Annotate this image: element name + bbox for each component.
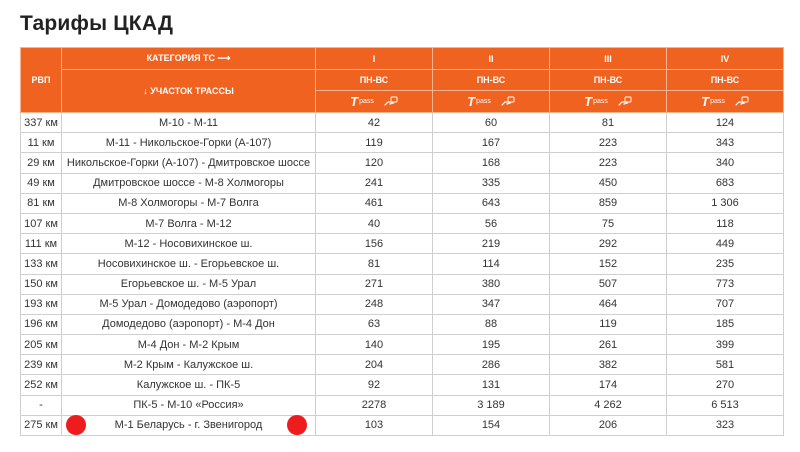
header-row-days xyxy=(21,70,784,91)
tariff-value-cell: 382 xyxy=(550,355,667,375)
tariff-value-cell: 124 xyxy=(667,113,784,133)
table-row xyxy=(21,153,784,173)
tariff-value-cell: 40 xyxy=(316,213,433,233)
page-title: Тарифы ЦКАД xyxy=(20,12,174,35)
tariff-value-cell: 92 xyxy=(316,375,433,395)
table-row xyxy=(21,234,784,254)
cash-payment-icon xyxy=(735,96,749,107)
segment-label: Носовихинское ш. - Егорьевское ш. xyxy=(97,257,280,270)
segment-label: М-8 Холмогоры - М-7 Волга xyxy=(118,197,259,210)
table-row xyxy=(21,355,784,375)
segment-cell xyxy=(62,193,316,213)
segment-cell xyxy=(62,355,316,375)
segment-cell xyxy=(62,274,316,294)
segment-label: М-1 Беларусь - г. Звенигород xyxy=(114,419,263,432)
tariff-value-cell: 343 xyxy=(667,133,784,153)
tariff-value-cell: 270 xyxy=(667,375,784,395)
segment-cell xyxy=(62,133,316,153)
tariff-value-cell: 271 xyxy=(316,274,433,294)
table-row xyxy=(21,375,784,395)
red-marker-dot xyxy=(66,415,86,435)
tariff-value-cell: 174 xyxy=(550,375,667,395)
header-row-categories xyxy=(21,48,784,70)
tariff-value-cell: 81 xyxy=(316,254,433,274)
tariff-value-cell: 88 xyxy=(433,314,550,334)
segment-label: Егорьевское ш. - М-5 Урал xyxy=(120,278,257,291)
tariff-table xyxy=(20,47,784,436)
tariff-value-cell: 286 xyxy=(433,355,550,375)
tariff-value-cell: 248 xyxy=(316,294,433,314)
tariff-value-cell: 206 xyxy=(550,415,667,435)
tariff-value-cell: 156 xyxy=(316,234,433,254)
rvp-km-cell: 193 км xyxy=(21,294,62,314)
tariff-value-cell: 464 xyxy=(550,294,667,314)
rvp-header: РВП xyxy=(21,48,62,113)
red-marker-dot xyxy=(287,415,307,435)
transponder-icon: T pass xyxy=(467,94,491,109)
table-row xyxy=(21,335,784,355)
tariff-value-cell: 241 xyxy=(316,173,433,193)
transponder-label: pass xyxy=(710,98,725,105)
tariff-value-cell: 185 xyxy=(667,314,784,334)
tariff-value-cell: 223 xyxy=(550,133,667,153)
tariff-value-cell: 223 xyxy=(550,153,667,173)
tariff-value-cell: 195 xyxy=(433,335,550,355)
tariff-value-cell: 152 xyxy=(550,254,667,274)
table-row xyxy=(21,254,784,274)
tariff-value-cell: 450 xyxy=(550,173,667,193)
category-header: КАТЕГОРИЯ ТС ⟶ xyxy=(62,48,316,70)
tariff-value-cell: 118 xyxy=(667,213,784,233)
tariff-value-cell: 235 xyxy=(667,254,784,274)
tariff-value-cell: 261 xyxy=(550,335,667,355)
rvp-km-cell: 337 км xyxy=(21,113,62,133)
table-row xyxy=(21,415,784,435)
segment-label: М-5 Урал - Домодедово (аэропорт) xyxy=(99,298,278,311)
table-row xyxy=(21,193,784,213)
rvp-km-cell: 49 км xyxy=(21,173,62,193)
segment-cell xyxy=(62,153,316,173)
tariff-value-cell: 131 xyxy=(433,375,550,395)
segment-header: ↓ УЧАСТОК ТРАССЫ xyxy=(62,70,316,113)
segment-label: ПК-5 - М-10 «Россия» xyxy=(133,399,244,412)
payment-icons-cell xyxy=(433,91,550,113)
table-row xyxy=(21,274,784,294)
table-row xyxy=(21,314,784,334)
cash-payment-icon xyxy=(501,96,515,107)
tariff-value-cell: 60 xyxy=(433,113,550,133)
rvp-km-cell: 196 км xyxy=(21,314,62,334)
table-row xyxy=(21,113,784,133)
transponder-icon: T pass xyxy=(350,94,374,109)
segment-cell xyxy=(62,113,316,133)
segment-label: Дмитровское шоссе - М-8 Холмогоры xyxy=(93,177,284,190)
tariff-value-cell: 119 xyxy=(550,314,667,334)
tariff-value-cell: 120 xyxy=(316,153,433,173)
tariff-value-cell: 168 xyxy=(433,153,550,173)
tariff-value-cell: 42 xyxy=(316,113,433,133)
category-iii-header: III xyxy=(550,48,667,70)
segment-cell xyxy=(62,294,316,314)
days-header-iv: ПН-ВС xyxy=(667,70,784,91)
segment-cell xyxy=(62,234,316,254)
segment-label: Калужское ш. - ПК-5 xyxy=(136,379,241,392)
rvp-km-cell: 239 км xyxy=(21,355,62,375)
tariff-value-cell: 154 xyxy=(433,415,550,435)
tariff-value-cell: 683 xyxy=(667,173,784,193)
transponder-label: pass xyxy=(476,98,491,105)
tariff-value-cell: 773 xyxy=(667,274,784,294)
transponder-icon: T pass xyxy=(701,94,725,109)
tariff-value-cell: 119 xyxy=(316,133,433,153)
category-ii-header: II xyxy=(433,48,550,70)
payment-icons-cell xyxy=(316,91,433,113)
rvp-km-cell: 133 км xyxy=(21,254,62,274)
category-iv-header: IV xyxy=(667,48,784,70)
transponder-label: pass xyxy=(359,98,374,105)
segment-label: М-11 - Никольское-Горки (А-107) xyxy=(105,136,272,149)
rvp-km-cell: 11 км xyxy=(21,133,62,153)
table-row xyxy=(21,294,784,314)
segment-label: М-2 Крым - Калужское ш. xyxy=(123,358,254,371)
tariff-value-cell: 167 xyxy=(433,133,550,153)
cash-payment-icon xyxy=(618,96,632,107)
tariff-value-cell: 81 xyxy=(550,113,667,133)
segment-cell xyxy=(62,375,316,395)
rvp-km-cell: 111 км xyxy=(21,234,62,254)
payment-icons-cell xyxy=(667,91,784,113)
tariff-value-cell: 56 xyxy=(433,213,550,233)
tariff-value-cell: 449 xyxy=(667,234,784,254)
tariff-value-cell: 204 xyxy=(316,355,433,375)
tariff-value-cell: 707 xyxy=(667,294,784,314)
tariff-value-cell: 859 xyxy=(550,193,667,213)
transponder-icon: T pass xyxy=(584,94,608,109)
days-header-iii: ПН-ВС xyxy=(550,70,667,91)
tariff-table-body xyxy=(21,113,784,436)
tariff-value-cell: 335 xyxy=(433,173,550,193)
tariff-value-cell: 63 xyxy=(316,314,433,334)
cash-payment-icon xyxy=(384,96,398,107)
segment-cell xyxy=(62,314,316,334)
tariff-value-cell: 340 xyxy=(667,153,784,173)
tariff-value-cell: 140 xyxy=(316,335,433,355)
tariff-value-cell: 219 xyxy=(433,234,550,254)
tariff-value-cell: 103 xyxy=(316,415,433,435)
segment-cell xyxy=(62,173,316,193)
table-row xyxy=(21,395,784,415)
segment-cell xyxy=(62,254,316,274)
segment-label: Никольское-Горки (А-107) - Дмитровское шоссе xyxy=(66,156,311,169)
segment-label: Домодедово (аэропорт) - М-4 Дон xyxy=(102,318,275,331)
segment-cell xyxy=(62,213,316,233)
category-i-header: I xyxy=(316,48,433,70)
days-header-ii: ПН-ВС xyxy=(433,70,550,91)
tariff-value-cell: 507 xyxy=(550,274,667,294)
rvp-km-cell: 252 км xyxy=(21,375,62,395)
segment-label: М-7 Волга - М-12 xyxy=(145,217,232,230)
tariff-value-cell: 323 xyxy=(667,415,784,435)
segment-cell xyxy=(62,335,316,355)
rvp-km-cell: 107 км xyxy=(21,213,62,233)
tariff-value-cell: 75 xyxy=(550,213,667,233)
tariff-value-cell: 380 xyxy=(433,274,550,294)
tariff-value-cell: 4 262 xyxy=(550,395,667,415)
rvp-km-cell: 81 км xyxy=(21,193,62,213)
transponder-label: pass xyxy=(593,98,608,105)
table-row xyxy=(21,133,784,153)
tariff-value-cell: 399 xyxy=(667,335,784,355)
tariff-value-cell: 643 xyxy=(433,193,550,213)
tariff-value-cell: 3 189 xyxy=(433,395,550,415)
segment-label: М-10 - М-11 xyxy=(158,116,219,129)
tariff-value-cell: 114 xyxy=(433,254,550,274)
rvp-km-cell: 205 км xyxy=(21,335,62,355)
rvp-km-cell: 29 км xyxy=(21,153,62,173)
table-row xyxy=(21,213,784,233)
tariff-value-cell: 461 xyxy=(316,193,433,213)
tariff-value-cell: 292 xyxy=(550,234,667,254)
tariff-value-cell: 6 513 xyxy=(667,395,784,415)
tariff-value-cell: 2278 xyxy=(316,395,433,415)
segment-label: М-12 - Носовихинское ш. xyxy=(124,237,253,250)
rvp-km-cell: - xyxy=(21,395,62,415)
payment-icons-cell xyxy=(550,91,667,113)
tariff-value-cell: 1 306 xyxy=(667,193,784,213)
days-header-i: ПН-ВС xyxy=(316,70,433,91)
rvp-km-cell: 275 км xyxy=(21,415,62,435)
tariff-value-cell: 347 xyxy=(433,294,550,314)
segment-label: М-4 Дон - М-2 Крым xyxy=(137,338,240,351)
table-row xyxy=(21,173,784,193)
tariff-value-cell: 581 xyxy=(667,355,784,375)
rvp-km-cell: 150 км xyxy=(21,274,62,294)
segment-cell xyxy=(62,395,316,415)
segment-cell xyxy=(62,415,316,435)
